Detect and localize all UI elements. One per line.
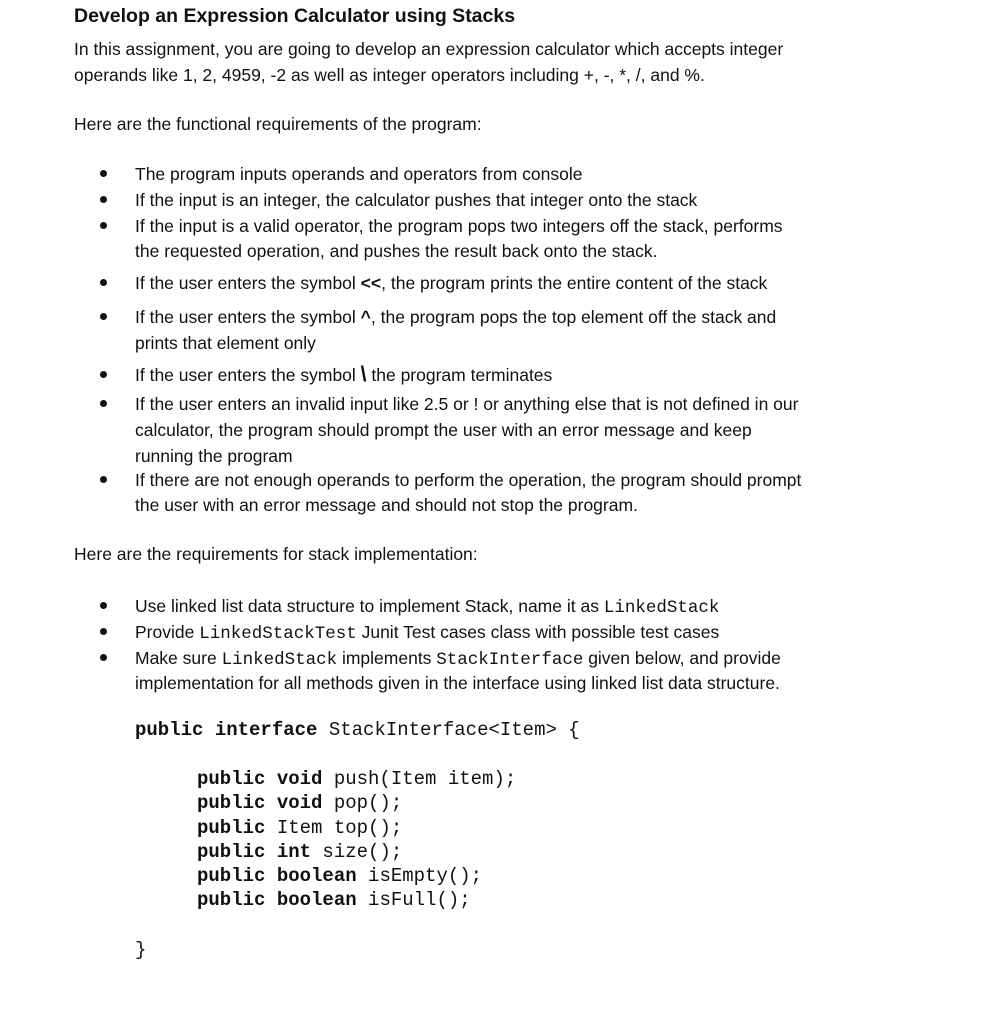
list-item-text: Make sure LinkedStack implements StackInterface given below, and provide [135, 648, 781, 670]
bullet-icon [100, 170, 107, 177]
intro-line-2: operands like 1, 2, 4959, -2 as well as integer operators including +, -, *, /, and %. [74, 65, 705, 85]
list-item-text: the requested operation, and pushes the result back onto the stack. [135, 241, 658, 261]
interface-closing-brace: } [135, 939, 147, 961]
method-line: public boolean isFull(); [197, 889, 471, 912]
list-item-text: If the user enters the symbol <<, the program prints the entire content of the stack [135, 273, 768, 293]
bullet-icon [100, 313, 107, 320]
list-item-text: If there are not enough operands to perform the operation, the program should prompt [135, 470, 802, 490]
list-item-text: calculator, the program should prompt the user with an error message and keep [135, 420, 752, 440]
code-term: LinkedStack [221, 650, 338, 670]
symbol-terminate: \ [360, 363, 367, 386]
bullet-icon [100, 400, 107, 407]
method-line: public void pop(); [197, 792, 403, 815]
functional-heading: Here are the functional requirements of the program: [74, 114, 482, 134]
page-title: Develop an Expression Calculator using Stacks [74, 5, 516, 27]
method-line: public void push(Item item); [197, 768, 517, 790]
symbol-pop-top: ^ [360, 307, 371, 327]
bullet-icon [100, 222, 107, 229]
code-text: StackInterface<Item> { [317, 719, 580, 741]
list-item-text: the user with an error message and should not stop the program. [135, 495, 638, 515]
code-term: LinkedStackTest [199, 624, 357, 644]
stack-requirements-heading: Here are the requirements for stack implementation: [74, 544, 478, 564]
symbol-print-stack: << [360, 273, 382, 293]
list-item-text: Use linked list data structure to implement Stack, name it as LinkedStack [135, 596, 720, 618]
code-keyword: public interface [135, 719, 318, 741]
bullet-icon [100, 371, 107, 378]
bullet-icon [100, 602, 107, 609]
list-item-text: If the input is a valid operator, the program pops two integers off the stack, performs [135, 216, 783, 236]
code-term: StackInterface [436, 650, 584, 670]
list-item-text: implementation for all methods given in the interface using linked list data structure. [135, 673, 780, 693]
bullet-icon [100, 476, 107, 483]
bullet-icon [100, 654, 107, 661]
intro-line-1: In this assignment, you are going to develop an expression calculator which accepts integer [74, 39, 784, 59]
interface-declaration [135, 718, 580, 742]
list-item-text: If the user enters the symbol ^, the program pops the top element off the stack and [135, 307, 777, 327]
bullet-icon [100, 628, 107, 635]
list-item-text: If the user enters an invalid input like 2.5 or ! or anything else that is not defined in our [135, 394, 799, 414]
list-item-text: prints that element only [135, 333, 316, 353]
list-item-text: If the user enters the symbol \ the program terminates [135, 363, 553, 386]
list-item-text: The program inputs operands and operators from console [135, 164, 583, 184]
bullet-icon [100, 279, 107, 286]
interface-methods [197, 767, 516, 913]
list-item-text: running the program [135, 446, 293, 466]
bullet-icon [100, 196, 107, 203]
method-line: public int size(); [197, 840, 403, 863]
list-item-text: If the input is an integer, the calculator pushes that integer onto the stack [135, 190, 698, 210]
code-term: LinkedStack [603, 598, 720, 618]
method-line: public Item top(); [197, 816, 403, 839]
list-item-text: Provide LinkedStackTest Junit Test cases class with possible test cases [135, 622, 720, 644]
method-line: public boolean isEmpty(); [197, 865, 483, 888]
